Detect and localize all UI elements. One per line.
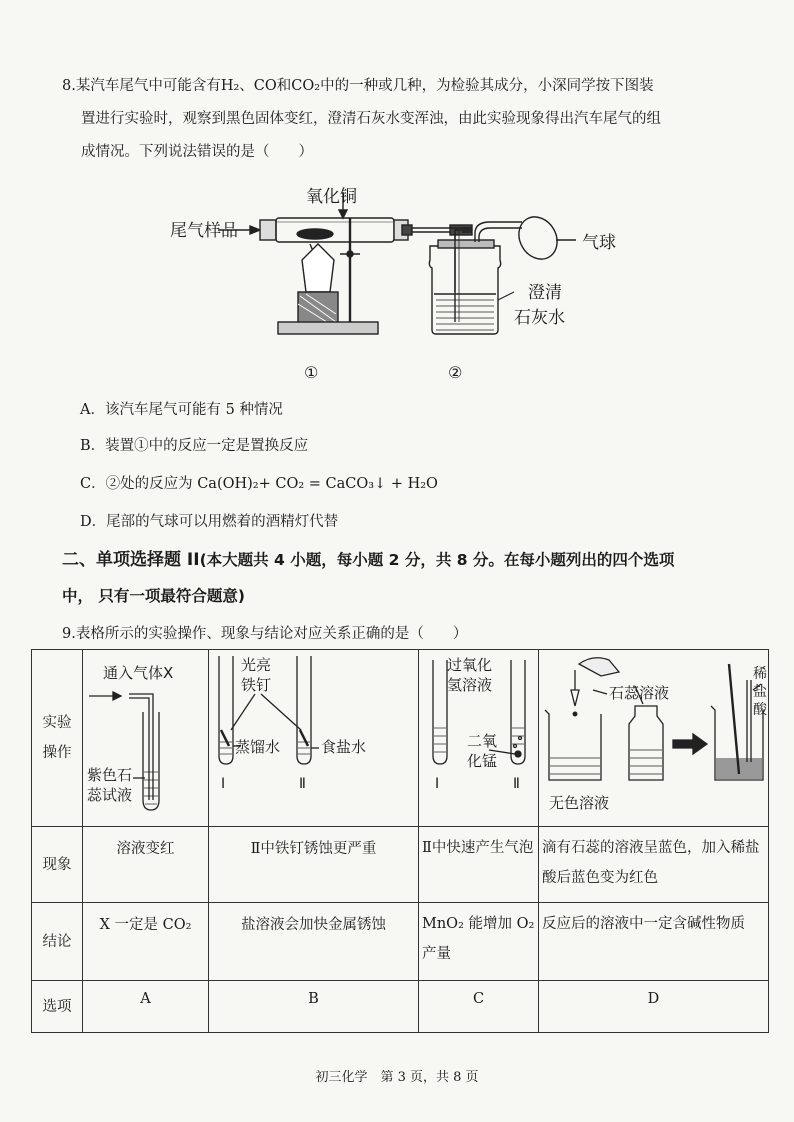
label-tube-i: I bbox=[221, 776, 226, 792]
test-tube-a bbox=[143, 712, 159, 810]
q9-option-d[interactable]: D bbox=[539, 981, 769, 1033]
label-sample: 尾气样品 bbox=[170, 221, 238, 241]
stand-base bbox=[278, 322, 378, 334]
label-limewater-1: 澄清 bbox=[528, 283, 562, 303]
label-litmus-2: 蕊试液 bbox=[87, 786, 133, 804]
label-limewater-2: 石灰水 bbox=[514, 308, 565, 328]
label-tube-c-i: I bbox=[435, 776, 440, 792]
section-2-desc1: (本大题共 4 小题，每小题 2 分，共 8 分。在每小题列出的四个选项 bbox=[199, 551, 675, 569]
conclusion-b: 盐溶液会加快金属锈蚀 bbox=[209, 903, 419, 981]
q8-apparatus-figure bbox=[110, 182, 630, 382]
label-device-1: ① bbox=[304, 363, 319, 382]
page-footer: 初三化学 第 3 页，共 8 页 bbox=[315, 1070, 479, 1085]
header-option: 选项 bbox=[32, 981, 83, 1033]
q8-stem-line2: 置进行实验时，观察到黑色固体变红，澄清石灰水变浑浊，由此实验现象得出汽车尾气的组 bbox=[81, 111, 661, 127]
figure-a bbox=[83, 650, 209, 822]
label-colorless-solution: 无色溶液 bbox=[549, 794, 610, 812]
label-device-2: ② bbox=[448, 363, 463, 382]
q9-option-a[interactable]: A bbox=[83, 981, 209, 1033]
bottle-stopper bbox=[438, 240, 494, 248]
label-gas-x: 通入气体X bbox=[103, 664, 174, 682]
left-stopper bbox=[260, 220, 276, 240]
label-balloon: 气球 bbox=[582, 233, 616, 253]
section-2-heading bbox=[62, 542, 752, 614]
figure-d bbox=[539, 650, 769, 822]
q9-option-b[interactable]: B bbox=[209, 981, 419, 1033]
limewater-bottle bbox=[429, 246, 500, 334]
label-hcl-3: 酸 bbox=[753, 702, 767, 718]
q8-option-c[interactable]: C．②处的反应为 Ca(OH)₂+ CO₂ = CaCO₃↓ + H₂O bbox=[80, 476, 438, 492]
phenomenon-b: Ⅱ中铁钉锈蚀更严重 bbox=[209, 827, 419, 903]
section-2-title: 二、单项选择题 II bbox=[62, 550, 200, 570]
figure-b-cell bbox=[209, 650, 419, 827]
iron-nail-1 bbox=[221, 730, 229, 746]
phenomenon-d: 滴有石蕊的溶液呈蓝色，加入稀盐酸后蓝色变为红色 bbox=[539, 827, 769, 903]
glass-tube bbox=[276, 218, 394, 242]
header-phenomenon: 现象 bbox=[32, 827, 83, 903]
glass-rod bbox=[729, 664, 739, 774]
label-hcl-2: 盐 bbox=[753, 684, 767, 700]
hand-icon bbox=[579, 658, 619, 676]
q9-stem: 9.表格所示的实验操作、现象与结论对应关系正确的是（ ） bbox=[62, 626, 468, 642]
header-conclusion: 结论 bbox=[32, 903, 83, 981]
dropper bbox=[571, 670, 579, 706]
row-phenomenon bbox=[32, 827, 769, 903]
copper-oxide-powder bbox=[297, 229, 333, 239]
phenomenon-a: 溶液变红 bbox=[83, 827, 209, 903]
iron-nail-2 bbox=[300, 730, 308, 746]
row-operation bbox=[32, 650, 769, 827]
label-tube-ii: Ⅱ bbox=[299, 776, 306, 792]
phenomenon-c: Ⅱ中快速产生气泡 bbox=[419, 827, 539, 903]
q8-option-a[interactable]: A．该汽车尾气可能有 5 种情况 bbox=[80, 402, 283, 418]
label-distilled-water: 蒸馏水 bbox=[235, 738, 281, 756]
label-hcl-1: 稀 bbox=[753, 666, 767, 682]
row-conclusion bbox=[32, 903, 769, 981]
label-litmus-solution: 石蕊溶液 bbox=[609, 684, 670, 702]
q8-stem-line3: 成情况。下列说法错误的是（ ） bbox=[81, 144, 313, 160]
figure-c-cell bbox=[419, 650, 539, 827]
label-litmus-1: 紫色石 bbox=[87, 766, 133, 784]
alcohol-lamp bbox=[302, 244, 334, 292]
figure-c bbox=[419, 650, 539, 822]
label-mno2-2: 化锰 bbox=[467, 752, 498, 770]
figure-d-cell bbox=[539, 650, 769, 827]
test-tube-c1 bbox=[433, 660, 447, 764]
label-mno2-1: 二氧 bbox=[467, 732, 498, 750]
label-h2o2-2: 氢溶液 bbox=[447, 676, 493, 694]
label-nail-2: 铁钉 bbox=[241, 676, 272, 694]
label-tube-c-ii: Ⅱ bbox=[513, 776, 520, 792]
conclusion-c: MnO₂ 能增加 O₂ 产量 bbox=[419, 903, 539, 981]
litmus-bottle bbox=[629, 706, 663, 780]
test-tube-c2 bbox=[511, 660, 525, 764]
q8-option-d[interactable]: D．尾部的气球可以用燃着的酒精灯代替 bbox=[80, 514, 339, 530]
q9-option-c[interactable]: C bbox=[419, 981, 539, 1033]
arrow-right-icon bbox=[673, 734, 707, 754]
figure-b bbox=[209, 650, 419, 822]
q8-stem-line1: 8.某汽车尾气中可能含有H₂、CO和CO₂中的一种或几种，为检验其成分，小深同学按下图装 bbox=[62, 78, 654, 94]
conclusion-a: X 一定是 CO₂ bbox=[83, 903, 209, 981]
conclusion-d: 反应后的溶液中一定含碱性物质 bbox=[539, 903, 769, 981]
beaker-1 bbox=[545, 710, 601, 780]
q8-option-b[interactable]: B．装置①中的反应一定是置换反应 bbox=[80, 438, 309, 454]
label-salt-water: 食盐水 bbox=[321, 738, 367, 756]
header-operation: 实验 操作 bbox=[32, 650, 83, 827]
label-h2o2-1: 过氧化 bbox=[447, 656, 493, 674]
row-option bbox=[32, 981, 769, 1033]
q9-table bbox=[31, 649, 769, 1033]
balloon bbox=[511, 210, 564, 266]
label-copper-oxide: 氧化铜 bbox=[306, 187, 357, 207]
section-2-desc2: 中， 只有一项最符合题意) bbox=[62, 587, 245, 605]
q8-stem bbox=[62, 70, 762, 169]
figure-a-cell bbox=[83, 650, 209, 827]
label-nail-1: 光亮 bbox=[241, 656, 272, 674]
dropper-hcl bbox=[747, 680, 751, 762]
